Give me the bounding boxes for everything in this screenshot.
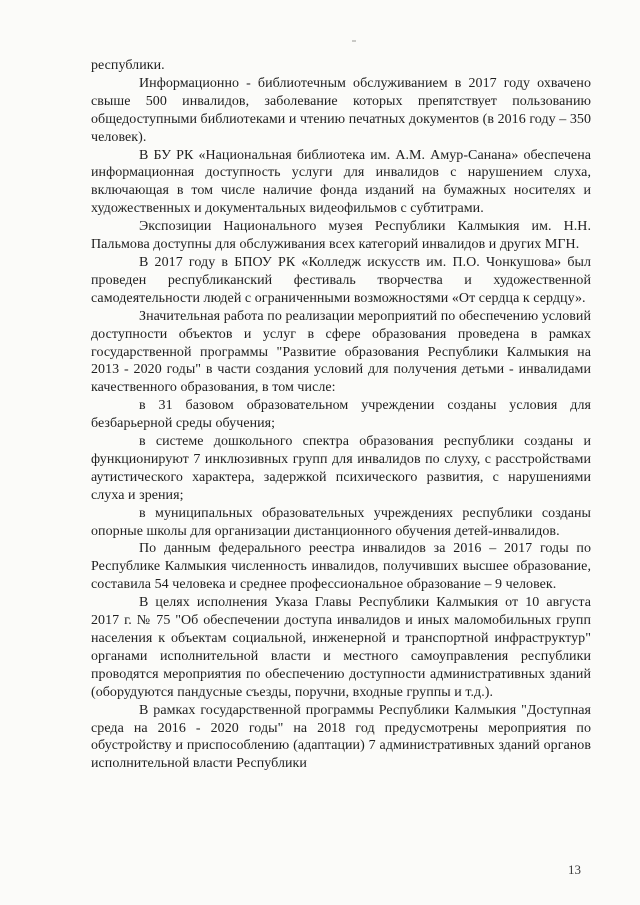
paragraph-library-services: Информационно - библиотечным обслуживанием в 2017 году охвачено свыше 500 инвалидов, заболевание которых препятствует пользованию общедоступными библиотеками и чтению печатных документов (в 2016 году – 350 человек).	[91, 75, 591, 145]
paragraph-registry-data: По данным федерального реестра инвалидов за 2016 – 2017 годы по Республике Калмыкия численность инвалидов, получивших высшее образование, составила 54 человека и среднее профессиональное образование – 9 человек.	[91, 541, 591, 593]
paragraph-decree: В целях исполнения Указа Главы Республики Калмыкия от 10 августа 2017 г. № 75 "Об обеспечении доступа инвалидов и иных маломобильных групп населения к объектам социальной, инженерной и транспортной инфраструктур" органами исполнительной власти и местного самоуправления республики проводятся мероприятия по обеспечению доступности административных зданий (оборудуются пандусные съезды, поручни, входные группы и т.д.).	[91, 595, 591, 700]
paragraph-continuation: республики.	[91, 58, 165, 73]
list-item-base-institutions: в 31 базовом образовательном учреждении созданы условия для безбарьерной среды обучения;	[91, 398, 591, 432]
paragraph-accessible-environment: В рамках государственной программы Республики Калмыкия "Доступная среда на 2016 - 2020 годы" на 2018 год предусмотрены мероприятия по обустройству и приспособлению (адаптации) 7 административных зданий органов исполнительной власти Республики	[91, 702, 591, 772]
scan-artifact	[352, 40, 356, 42]
page-number: 13	[568, 862, 581, 877]
document-body	[91, 57, 591, 773]
paragraph-arts-college: В 2017 году в БПОУ РК «Колледж искусств им. П.О. Чонкушова» был проведен республиканский фестиваль творчества и художественной самодеятельности людей с ограниченными возможностями «От сердца к сердцу».	[91, 254, 591, 306]
paragraph-education-program: Значительная работа по реализации мероприятий по обеспечению условий доступности объектов и услуг в сфере образования проведена в рамках государственной программы "Развитие образования Республики Калмыкия на 2013 - 2020 годы" в части создания условий для получения детьми - инвалидами качественного образования, в том числе:	[91, 308, 591, 396]
list-item-support-schools: в муниципальных образовательных учреждениях республики созданы опорные школы для организации дистанционного обучения детей-инвалидов.	[91, 505, 591, 539]
paragraph-national-museum: Экспозиции Национального музея Республики Калмыкия им. Н.Н. Пальмова доступны для обслуживания всех категорий инвалидов и других МГН.	[91, 219, 591, 253]
list-item-inclusive-groups: в системе дошкольного спектра образования республики созданы и функционируют 7 инклюзивных групп для инвалидов по слуху, с расстройствами аутистического характера, задержкой психического развития, с нарушениями слуха и зрения;	[91, 434, 591, 503]
paragraph-national-library: В БУ РК «Национальная библиотека им. А.М. Амур-Санана» обеспечена информационная доступность услуги для инвалидов с нарушением слуха, включающая в том числе наличие фонда изданий на бумажных носителях и художественных и документальных видеофильмов с субтитрами.	[91, 147, 591, 217]
